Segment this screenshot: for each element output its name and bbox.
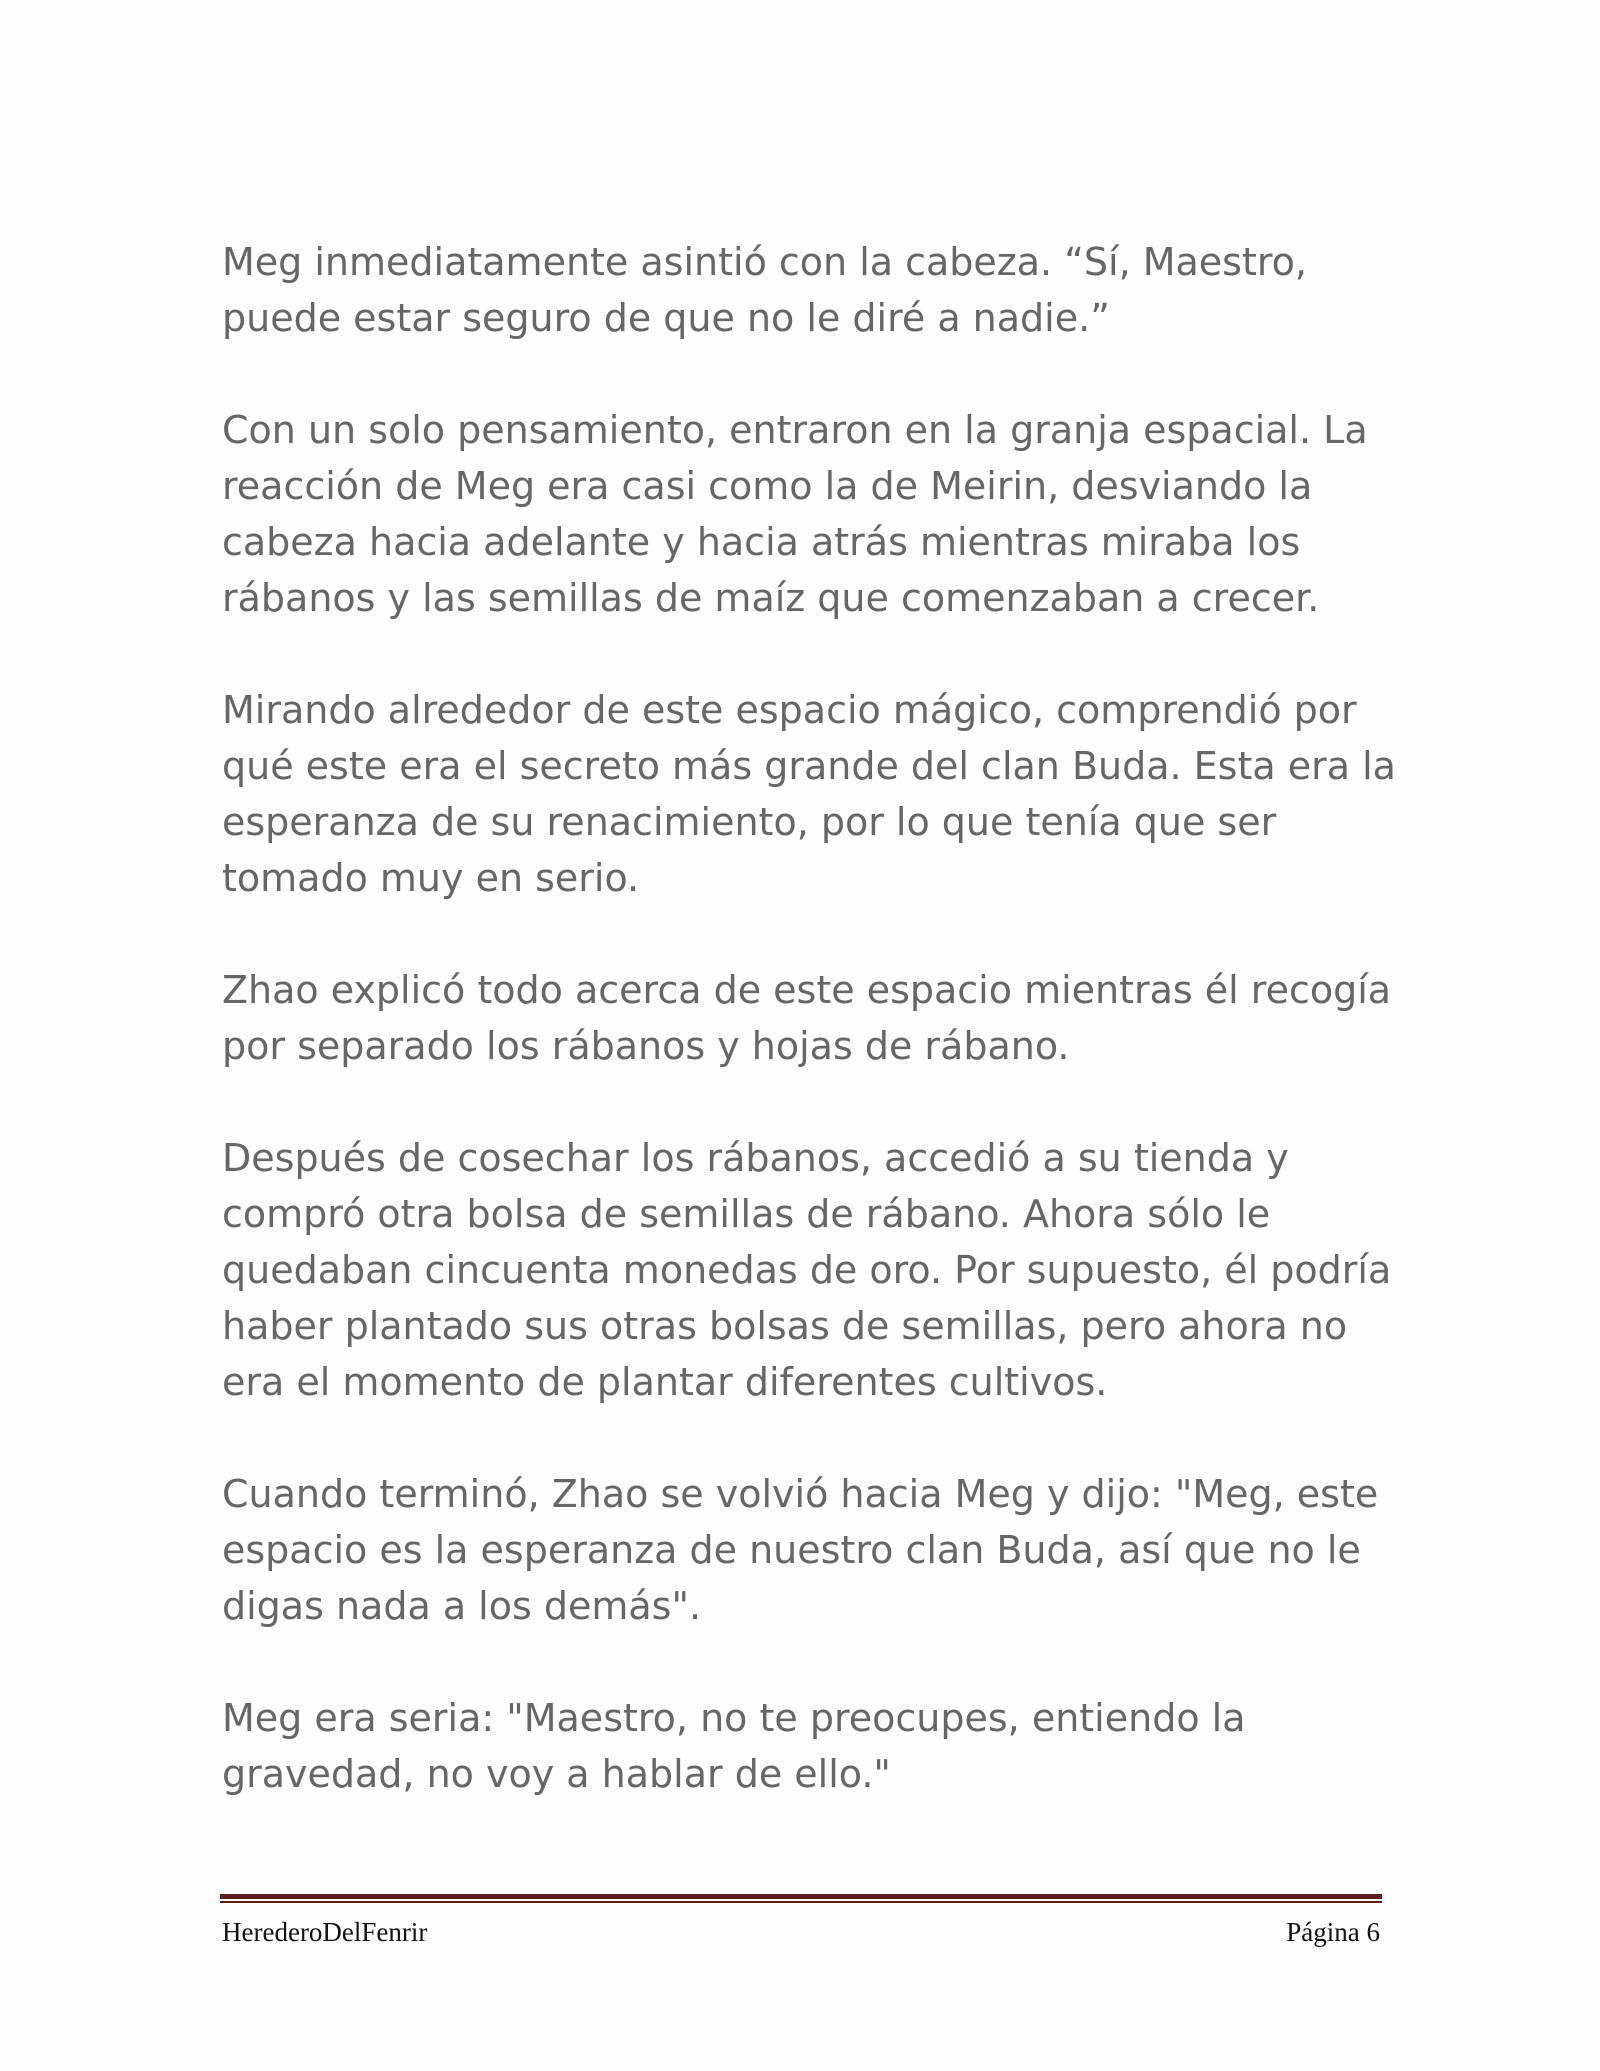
paragraph-3: Mirando alrededor de este espacio mágico, comprendió por qué este era el secreto más grande del clan Buda. Esta era la esperanza de su renacimiento, por lo que tenía que ser tomado muy en serio. [222, 688, 1396, 900]
footer-author: HerederoDelFenrir [222, 1917, 428, 1947]
footer-divider [220, 1894, 1382, 1903]
paragraph-6: Cuando terminó, Zhao se volvió hacia Meg y dijo: "Meg, este espacio es la esperanza de nuestro clan Buda, así que no le digas nada a los demás". [222, 1472, 1379, 1628]
footer-page-number: Página 6 [1286, 1917, 1380, 1947]
paragraph-7: Meg era seria: "Maestro, no te preocupes, entiendo la gravedad, no voy a hablar de ello." [222, 1696, 1246, 1796]
paragraph-5: Después de cosechar los rábanos, accedió a su tienda y compró otra bolsa de semillas de rábano. Ahora sólo le quedaban cincuenta monedas de oro. Por supuesto, él podría haber plantado sus otras bolsas de semillas, pero ahora no era el momento de plantar diferentes cultivos. [222, 1136, 1392, 1404]
page-footer [222, 1912, 1380, 1952]
footer-divider-thick [220, 1894, 1382, 1899]
paragraph-4: Zhao explicó todo acerca de este espacio mientras él recogía por separado los rábanos y hojas de rábano. [222, 968, 1392, 1068]
footer-divider-thin [220, 1901, 1382, 1903]
paragraph-1: Meg inmediatamente asintió con la cabeza. “Sí, Maestro, puede estar seguro de que no le diré a nadie.” [222, 240, 1307, 340]
paragraph-2: Con un solo pensamiento, entraron en la granja espacial. La reacción de Meg era casi como la de Meirin, desviando la cabeza hacia adelante y hacia atrás mientras miraba los rábanos y las semillas de maíz que comenzaban a crecer. [222, 408, 1368, 620]
page-body [222, 234, 1402, 1858]
